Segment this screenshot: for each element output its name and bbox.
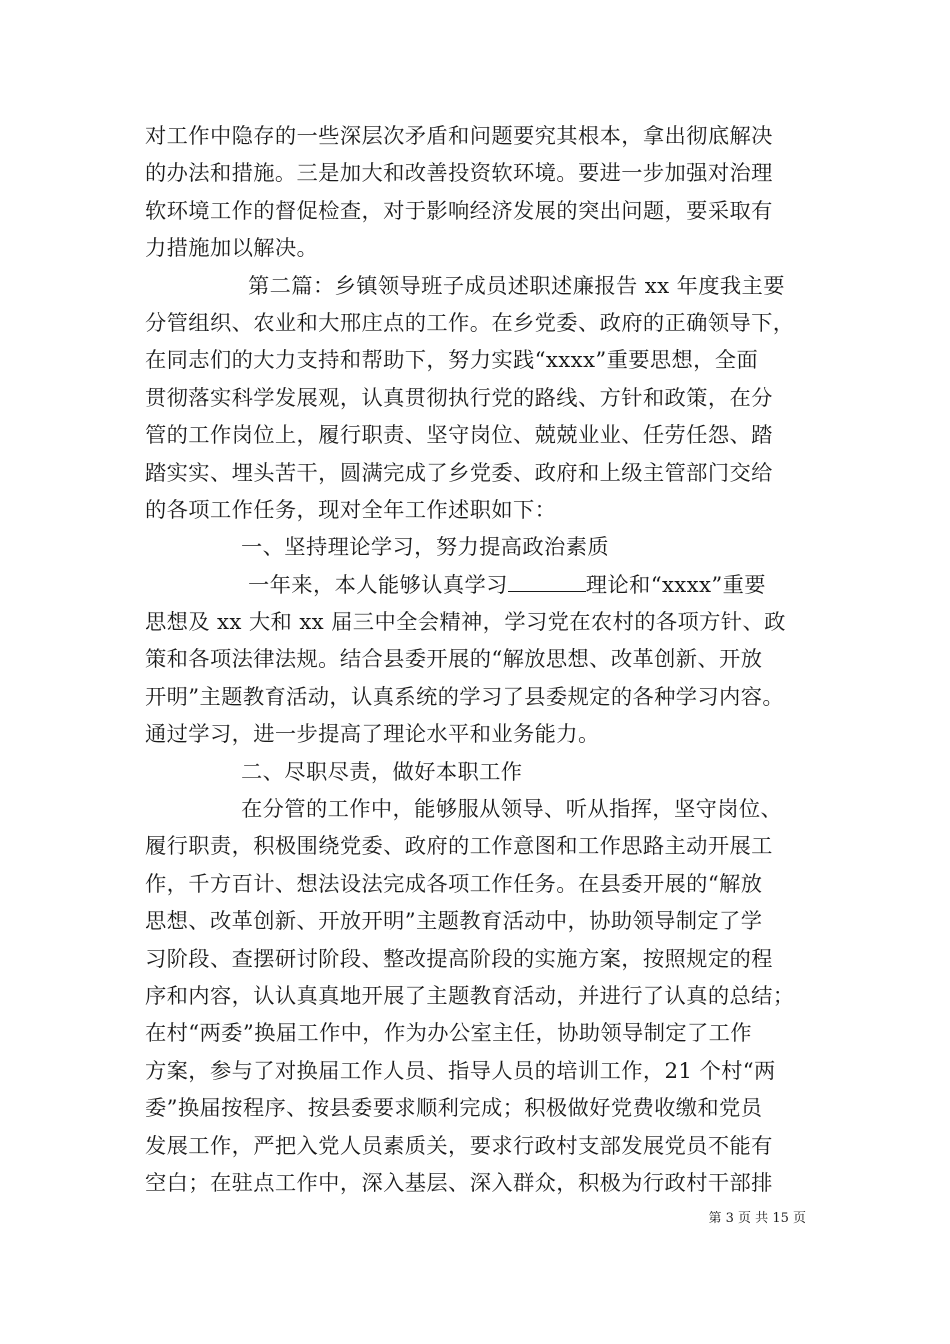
- text-line: 委”换届按程序、按县委要求顺利完成；积极做好党费收缴和党员: [145, 1096, 763, 1122]
- text-line: 发展工作，严把入党人员素质关，要求行政村支部发展党员不能有: [145, 1133, 773, 1159]
- text-line: 管的工作岗位上，履行职责、坚守岗位、兢兢业业、任劳任怨、踏: [145, 423, 773, 449]
- text-line: 软环境工作的督促检查，对于影响经济发展的突出问题，要采取有: [145, 198, 773, 224]
- text-line: 思想、改革创新、开放开明”主题教育活动中，协助领导制定了学: [145, 909, 763, 935]
- text-segment: 一年来，本人能够认真学习: [248, 572, 508, 598]
- text-line: 在村“两委”换届工作中，作为办公室主任，协助领导制定了工作: [145, 1021, 752, 1047]
- text-line: 序和内容，认认真真地开展了主题教育活动，并进行了认真的总结；: [145, 983, 795, 1009]
- text-line: 履行职责，积极围绕党委、政府的工作意图和工作思路主动开展工: [145, 834, 773, 860]
- section-heading-line: 第二篇：乡镇领导班子成员述职述廉报告 xx 年度我主要: [248, 273, 785, 299]
- text-line: 在分管的工作中，能够服从领导、听从指挥，坚守岗位、: [241, 797, 783, 823]
- subheading-2: 二、尽职尽责，做好本职工作: [241, 759, 523, 785]
- text-line: 分管组织、农业和大邢庄点的工作。在乡党委、政府的正确领导下，: [145, 310, 795, 336]
- text-line: 习阶段、查摆研讨阶段、整改提高阶段的实施方案，按照规定的程: [145, 946, 773, 972]
- subheading-1: 一、坚持理论学习，努力提高政治素质: [241, 535, 609, 561]
- text-line: 通过学习，进一步提高了理论水平和业务能力。: [145, 722, 600, 748]
- text-line: 对工作中隐存的一些深层次矛盾和问题要究其根本，拿出彻底解决: [145, 124, 773, 149]
- text-line: 开明”主题教育活动，认真系统的学习了县委规定的各种学习内容。: [145, 684, 784, 710]
- fill-in-blank: [508, 569, 586, 592]
- text-line: 的各项工作任务，现对全年工作述职如下：: [145, 497, 557, 523]
- page-number: 第 3 页 共 15 页: [708, 1211, 806, 1226]
- text-line: 的办法和措施。三是加大和改善投资软环境。要进一步加强对治理: [145, 161, 773, 187]
- text-line: 思想及 xx 大和 xx 届三中全会精神，学习党在农村的各项方针、政: [145, 610, 786, 636]
- text-line: 贯彻落实科学发展观，认真贯彻执行党的路线、方针和政策，在分: [145, 385, 773, 411]
- text-line: 力措施加以解决。: [145, 236, 319, 262]
- text-line: 策和各项法律法规。结合县委开展的“解放思想、改革创新、开放: [145, 647, 763, 673]
- text-line: 空白；在驻点工作中，深入基层、深入群众，积极为行政村干部排: [145, 1170, 773, 1196]
- text-line: 踏实实、埋头苦干，圆满完成了乡党委、政府和上级主管部门交给: [145, 460, 773, 486]
- text-line: 作，千方百计、想法设法完成各项工作任务。在县委开展的“解放: [145, 871, 763, 897]
- text-line: 在同志们的大力支持和帮助下，努力实践“xxxx”重要思想，全面: [145, 348, 759, 374]
- text-segment: 理论和“xxxx”重要: [585, 572, 766, 598]
- text-line: 方案，参与了对换届工作人员、指导人员的培训工作，21 个村“两: [145, 1058, 776, 1084]
- text-line-with-blank: [145, 567, 823, 604]
- body-text: [145, 118, 823, 1202]
